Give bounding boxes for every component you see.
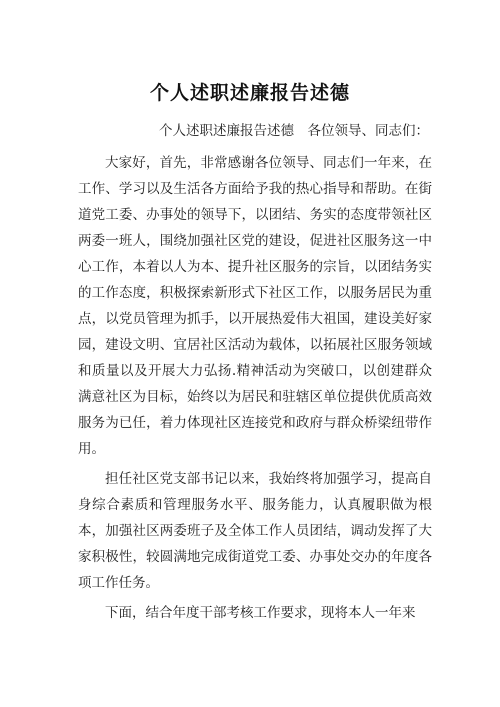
- body-paragraph-1: 大家好，首先，非常感谢各位领导、同志们一年来，在工作、学习以及生活各方面给予我的热心指导和帮助。在街道党工委、办事处的领导下，以团结、务实的态度带领社区两委一班人，围绕加强社区党的建设，促进社区服务这一中心工作，本着以人为本、提升社区服务的宗旨，以团结务实的工作态度，积极探索新形式下社区工作，以服务居民为重点，以党员管理为抓手，以开展热爱伟大祖国，建设美好家园，建设文明、宜居社区活动为载体，以拓展社区服务领域和质量以及开展大力弘扬.精神活动为突破口，以创建群众满意社区为目标，始终以为居民和驻辖区单位提供优质高效服务为已任，着力体现社区连接党和政府与群众桥梁纽带作用。: [78, 155, 432, 457]
- body-paragraph-3: 下面，结合年度干部考核工作要求，现将本人一年来: [105, 605, 416, 621]
- salutation-paragraph: 个人述职述廉报告述德 各位领导、同志们：: [159, 123, 429, 139]
- document-title: 个人述职述廉报告述德: [149, 82, 350, 104]
- body-paragraph-2: 担任社区党支部书记以来，我始终将加强学习，提高自身综合素质和管理服务水平、服务能力，认真履职做为根本，加强社区两委班子及全体工作人员团结，调动发挥了大家积极性，较圆满地完成街道党工委、办事处交办的年度各项工作任务。: [78, 471, 432, 591]
- document-body: [78, 118, 432, 630]
